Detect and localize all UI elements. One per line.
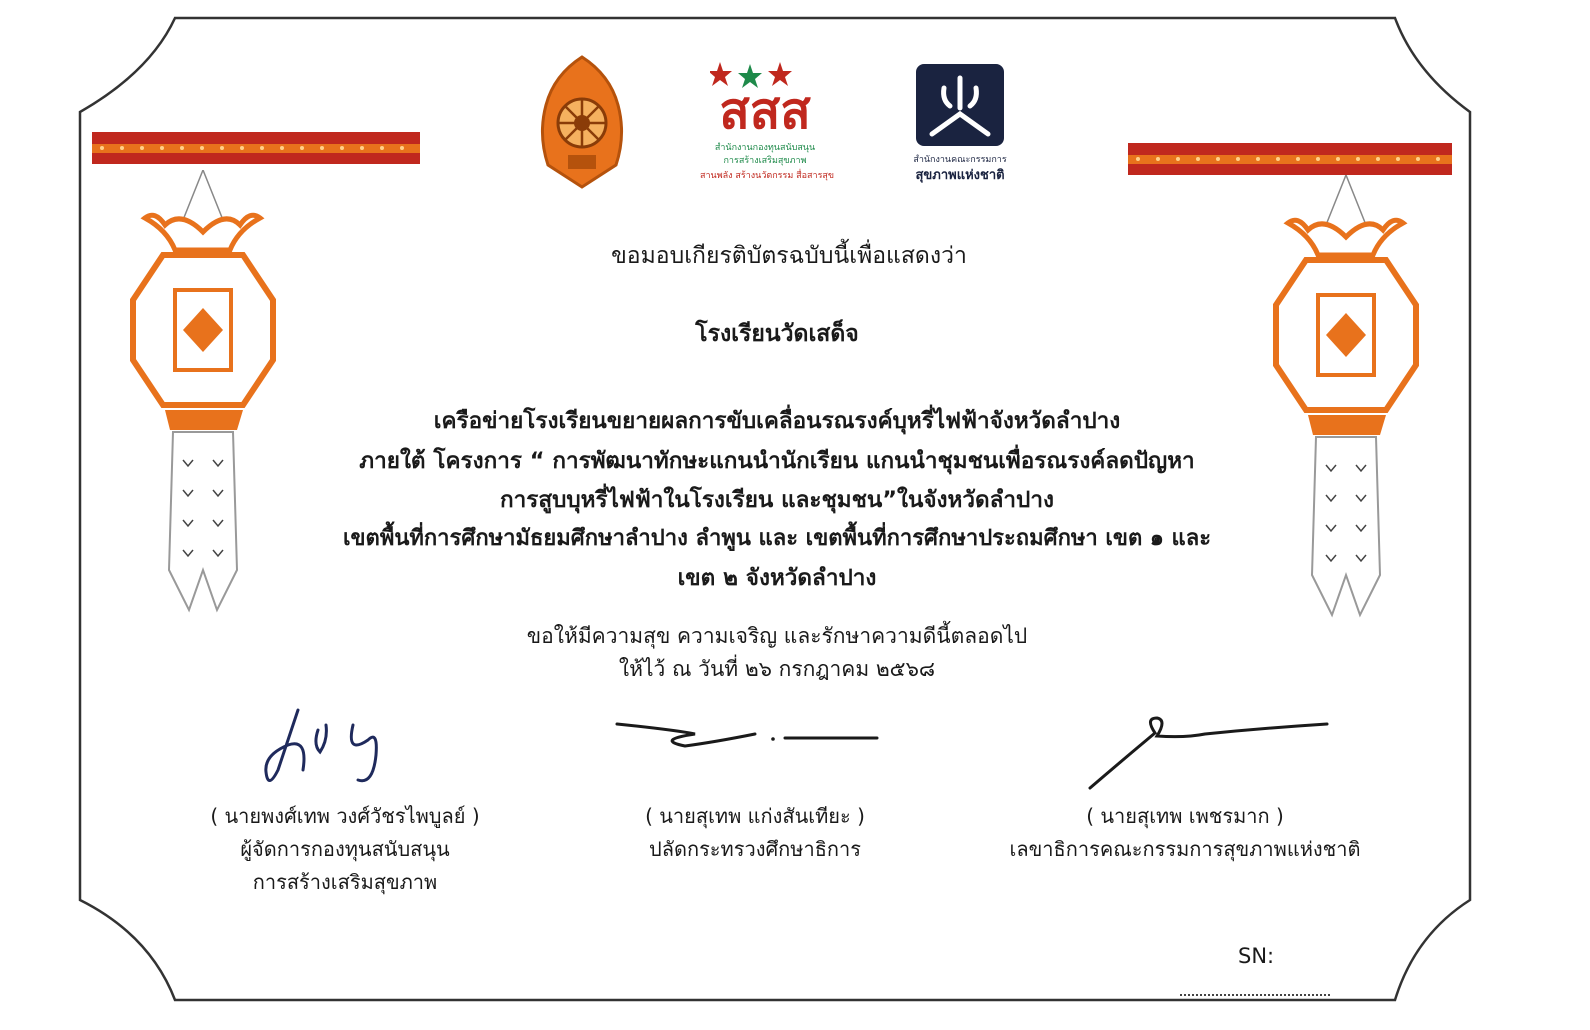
body-line-5: เขต ๒ จังหวัดลำปาง bbox=[677, 565, 877, 591]
wish-text: ขอให้มีความสุข ความเจริญ และรักษาความดีนี้ตลอดไป bbox=[526, 624, 1028, 648]
nhco-logo bbox=[900, 64, 1020, 184]
thaihealth-caption-3: สานพลัง สร้างนวัตกรรม สื่อสารสุข bbox=[700, 171, 835, 181]
decorative-banner-right bbox=[1128, 143, 1452, 175]
body-line-2: ภายใต้ โครงการ “ การพัฒนาทักษะแกนนำนักเรียน แกนนำชุมชนเพื่อรณรงค์ลดปัญหา bbox=[359, 448, 1195, 474]
thaihealth-caption-2: การสร้างเสริมสุขภาพ bbox=[723, 156, 807, 166]
body-line-4: เขตพื้นที่การศึกษามัธยมศึกษาลำปาง ลำพูน และ เขตพื้นที่การศึกษาประถมศึกษา เขต ๑ และ bbox=[342, 526, 1212, 551]
body-line-3: การสูบบุหรี่ไฟฟ้าในโรงเรียน และชุมชน”ในจังหวัดลำปาง bbox=[500, 487, 1054, 513]
serial-number-label: SN: bbox=[1238, 944, 1275, 968]
signatory-2-name: ( นายสุเทพ แก่งสันเทียะ ) bbox=[645, 804, 865, 828]
signatory-1-title-cont: การสร้างเสริมสุขภาพ bbox=[252, 870, 438, 894]
thaihealth-letters: สสส bbox=[719, 82, 811, 140]
ministry-emblem-logo bbox=[534, 55, 630, 191]
nhco-symbol-icon bbox=[916, 64, 1004, 146]
signatory-1-title: ผู้จัดการกองทุนสนับสนุน bbox=[240, 837, 450, 861]
certificate-intro: ขอมอบเกียรติบัตรฉบับนี้เพื่อแสดงว่า bbox=[611, 243, 967, 269]
signature-3-image bbox=[1085, 708, 1335, 793]
signatory-3-title: เลขาธิการคณะกรรมการสุขภาพแห่งชาติ bbox=[1009, 837, 1361, 861]
nhco-caption-2: สุขภาพแห่งชาติ bbox=[915, 168, 1005, 183]
signatory-3 bbox=[980, 800, 1390, 866]
issue-date: ให้ไว้ ณ วันที่ ๒๖ กรกฎาคม ๒๕๖๘ bbox=[618, 657, 936, 681]
signatory-1-name: ( นายพงศ์เทพ วงศ์วัชรไพบูลย์ ) bbox=[210, 804, 480, 828]
nhco-caption-1: สำนักงานคณะกรรมการ bbox=[913, 155, 1007, 165]
signatory-1 bbox=[150, 800, 540, 899]
thaihealth-logo bbox=[700, 60, 835, 186]
signature-1-image bbox=[258, 700, 398, 790]
decorative-banner-left bbox=[92, 132, 420, 164]
recipient-name: โรงเรียนวัดเสด็จ bbox=[695, 321, 859, 347]
body-line-1: เครือข่ายโรงเรียนขยายผลการขับเคลื่อนรณรงค์บุหรี่ไฟฟ้าจังหวัดลำปาง bbox=[433, 408, 1121, 434]
signature-2-image bbox=[615, 712, 880, 757]
signatory-3-name: ( นายสุเทพ เพชรมาก ) bbox=[1086, 804, 1284, 828]
serial-number-field bbox=[1180, 994, 1330, 996]
signatory-2 bbox=[565, 800, 945, 866]
signatory-2-title: ปลัดกระทรวงศึกษาธิการ bbox=[649, 837, 861, 861]
thaihealth-caption-1: สำนักงานกองทุนสนับสนุน bbox=[714, 143, 816, 153]
